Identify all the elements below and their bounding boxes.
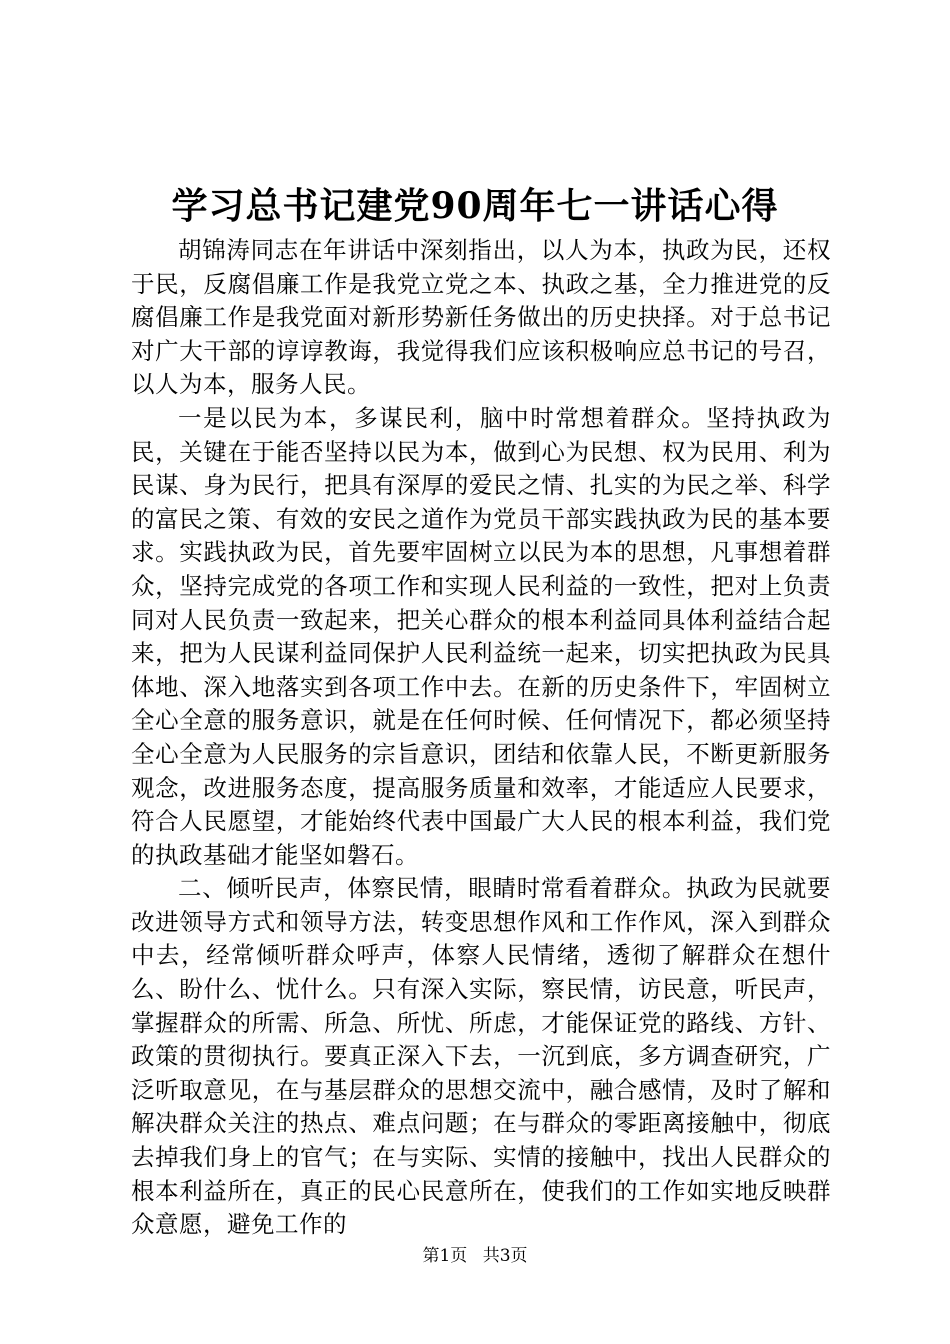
page-footer xyxy=(0,1244,950,1268)
paragraph-point-two: 二、倾听民声，体察民情，眼睛时常看着群众。执政为民就要改进领导方式和领导方法，转变思想作风和工作作风，深入到群众中去，经常倾听群众呼声，体察人民情绪，透彻了解群众在想什么、盼什么、忧什么。只有深入实际，察民情，访民意，听民声，掌握群众的所需、所急、所忧、所虑，才能保证党的路线、方针、政策的贯彻执行。要真正深入下去，一沉到底，多方调查研究，广泛听取意见，在与基层群众的思想交流中，融合感情，及时了解和解决群众关注的热点、难点问题；在与群众的零距离接触中，彻底去掉我们身上的官气；在与实际、实情的接触中，找出人民群众的根本利益所在，真正的民心民意所在，使我们的工作如实地反映群众意愿，避免工作的 xyxy=(131,874,831,1239)
page-total: 共3页 xyxy=(482,1246,528,1266)
document-title: 学习总书记建党90周年七一讲话心得 xyxy=(171,185,779,227)
document-body xyxy=(131,234,831,1242)
paragraph-point-one: 一是以民为本，多谋民利，脑中时常想着群众。坚持执政为民，关键在于能否坚持以民为本，做到心为民想、权为民用、利为民谋、身为民行，把具有深厚的爱民之情、扎实的为民之举、科学的富民之策、有效的安民之道作为党员干部实践执政为民的基本要求。实践执政为民，首先要牢固树立以民为本的思想，凡事想着群众，坚持完成党的各项工作和实现人民利益的一致性，把对上负责同对人民负责一致起来，把关心群众的根本利益同具体利益结合起来，把为人民谋利益同保护人民利益统一起来，切实把执政为民具体地、深入地落实到各项工作中去。在新的历史条件下，牢固树立全心全意的服务意识，就是在任何时候、任何情况下，都必须坚持全心全意为人民服务的宗旨意识，团结和依靠人民，不断更新服务观念，改进服务态度，提高服务质量和效率，才能适应人民要求，符合人民愿望，才能始终代表中国最广大人民的根本利益，我们党的执政基础才能坚如磐石。 xyxy=(131,403,831,869)
page-number: 第1页 xyxy=(422,1246,468,1266)
paragraph-intro: 胡锦涛同志在年讲话中深刻指出，以人为本，执政为民，还权于民，反腐倡廉工作是我党立党之本、执政之基，全力推进党的反腐倡廉工作是我党面对新形势新任务做出的历史抉择。对于总书记对广大干部的谆谆教诲，我觉得我们应该积极响应总书记的号召，以人为本，服务人民。 xyxy=(131,236,831,399)
